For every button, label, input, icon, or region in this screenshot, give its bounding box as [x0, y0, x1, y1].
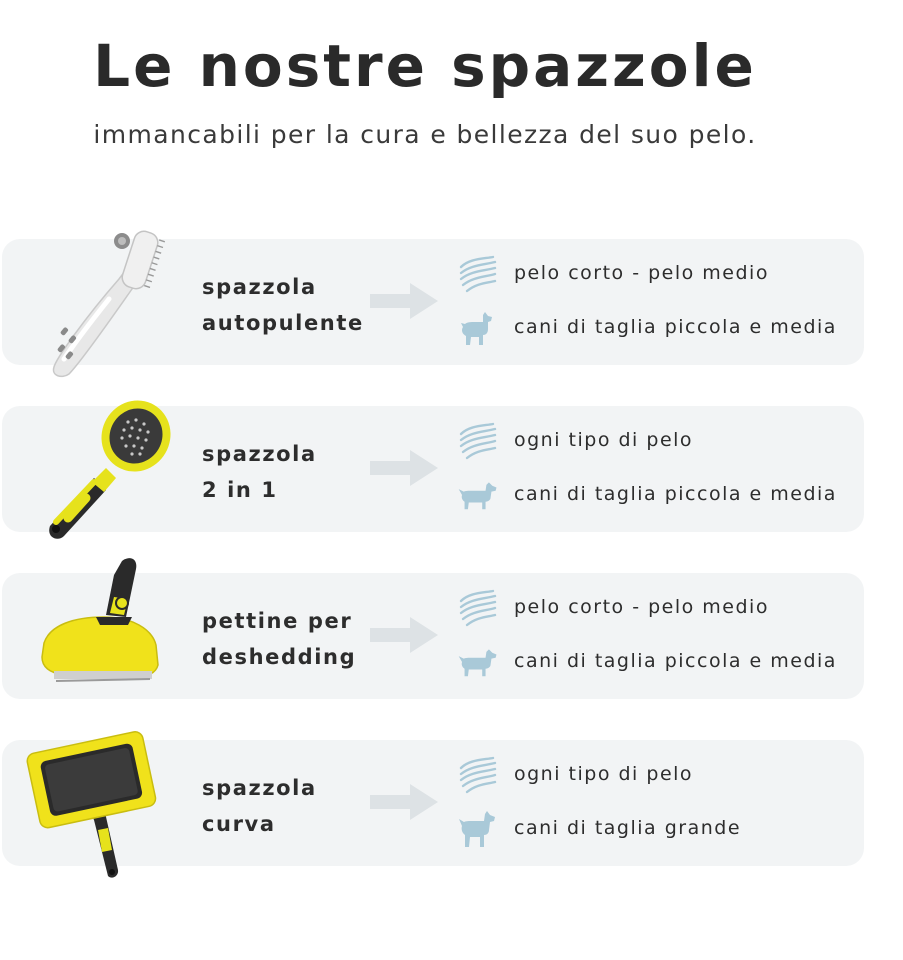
product-name: pettine per deshedding	[202, 609, 357, 669]
product-card-two-in-one-brush	[2, 406, 864, 532]
fur-type-label: ogni tipo di pelo	[514, 429, 694, 451]
arrow-right-icon	[370, 782, 440, 822]
fur-type-label: ogni tipo di pelo	[514, 763, 694, 785]
product-card-slicker-brush	[2, 740, 864, 866]
arrow-right-icon	[370, 448, 440, 488]
product-card-deshedding-comb	[2, 573, 864, 699]
arrow-right-icon	[370, 615, 440, 655]
dog-size-label: cani di taglia piccola e media	[514, 483, 837, 505]
fur-waves-icon	[457, 255, 499, 293]
medium-dog-icon	[457, 476, 499, 514]
arrow-right-icon	[370, 281, 440, 321]
page-subtitle: immancabili per la cura e bellezza del suo pelo.	[93, 120, 757, 149]
dog-size-label: cani di taglia piccola e media	[514, 316, 837, 338]
fur-waves-icon	[457, 422, 499, 460]
self-cleaning-brush-icon	[24, 219, 174, 384]
fur-type-label: pelo corto - pelo medio	[514, 596, 769, 618]
two-in-one-brush-icon	[24, 386, 174, 551]
fur-waves-icon	[457, 756, 499, 794]
fur-type-label: pelo corto - pelo medio	[514, 262, 769, 284]
slicker-brush-icon	[24, 720, 174, 885]
product-name: spazzola curva	[202, 776, 317, 836]
product-name: spazzola autopulente	[202, 275, 364, 335]
product-name: spazzola 2 in 1	[202, 442, 317, 502]
deshedding-comb-icon	[24, 553, 174, 718]
large-dog-icon	[457, 810, 499, 848]
product-card-self-cleaning-brush	[2, 239, 864, 365]
medium-dog-icon	[457, 643, 499, 681]
small-dog-icon	[457, 309, 499, 347]
dog-size-label: cani di taglia grande	[514, 817, 742, 839]
page-title: Le nostre spazzole	[93, 32, 757, 100]
fur-waves-icon	[457, 589, 499, 627]
dog-size-label: cani di taglia piccola e media	[514, 650, 837, 672]
